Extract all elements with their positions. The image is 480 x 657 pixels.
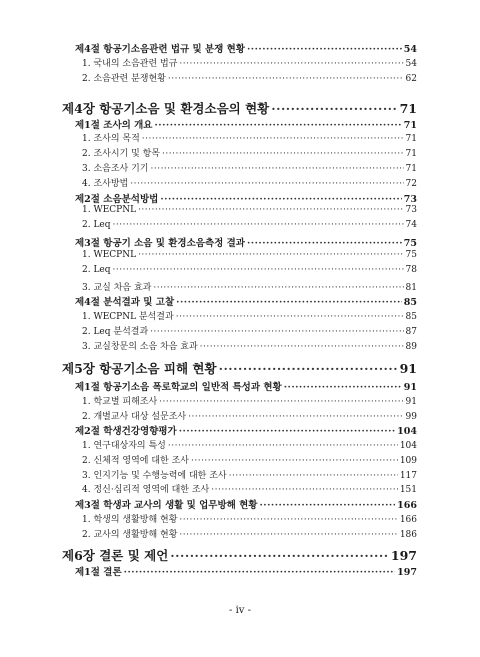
toc-entry-page-number: 71 [405, 149, 417, 159]
toc-entry-page-number: 197 [397, 567, 417, 578]
toc-item-row [82, 438, 417, 451]
toc-entry-page-number: 85 [405, 312, 417, 322]
toc-item-row [82, 309, 417, 322]
toc-entry-label: 1. 학교별 피해조사 [82, 397, 158, 407]
toc-entry-label: 제3절 학생과 교사의 생활 및 업무방해 현황 [75, 500, 258, 511]
dot-leader [188, 412, 403, 422]
toc-entry-label: 2. Leq [82, 265, 111, 275]
toc-entry-label: 1. WECPNL [82, 205, 137, 215]
toc-entry-label: 4. 조사방법 [82, 179, 129, 189]
toc-item-row [82, 409, 417, 422]
toc-item-row [82, 280, 417, 293]
toc-entry-page-number: 75 [405, 250, 417, 260]
toc-section-row [75, 564, 417, 578]
dot-leader [124, 567, 396, 578]
toc-section-row [75, 191, 417, 205]
toc-entry-page-number: 117 [399, 471, 417, 481]
toc-entry-page-number: 166 [399, 515, 417, 525]
toc-entry-label: 2. Leq [82, 220, 111, 230]
toc-entry-label: 제5장 항공기소음 피해 현황 [62, 361, 217, 376]
toc-item-row [82, 56, 417, 69]
toc-entry-page-number: 104 [397, 426, 417, 437]
toc-entry-page-number: 73 [403, 194, 417, 205]
dot-leader [138, 250, 403, 260]
dot-leader [247, 44, 402, 55]
dot-leader [113, 220, 404, 230]
toc-chapter-row [62, 546, 417, 564]
toc-entry-label: 1. WECPNL [82, 250, 137, 260]
dot-leader [138, 205, 403, 215]
dot-leader [179, 530, 397, 540]
toc-entry-page-number: 91 [399, 361, 417, 376]
dot-leader [259, 500, 395, 511]
toc-entry-label: 3. 인지기능 및 수행능력에 대한 조사 [82, 471, 227, 481]
toc-entry-label: 제4절 항공기소음관련 법규 및 분쟁 현황 [75, 44, 245, 55]
dot-leader [150, 327, 403, 337]
toc-entry-page-number: 89 [405, 342, 417, 352]
toc-item-row [82, 453, 417, 466]
toc-item-row [82, 250, 417, 260]
dot-leader [191, 456, 398, 466]
toc-item-row [82, 146, 417, 159]
dot-leader [271, 101, 397, 116]
toc-entry-label: 1. 국내의 소음관련 법규 [82, 59, 178, 69]
toc-item-row [82, 220, 417, 230]
toc-entry-label: 1. 연구대상자의 특성 [82, 441, 166, 451]
toc-section-row [75, 41, 417, 55]
toc-entry-label: 3. 교실 차음 효과 [82, 283, 152, 293]
dot-leader [113, 265, 404, 275]
toc-item-row [82, 265, 417, 275]
dot-leader [200, 342, 404, 352]
dot-leader [154, 120, 401, 131]
toc-entry-label: 제2절 학생건강영향평가 [75, 426, 177, 437]
toc-entry-page-number: 72 [405, 179, 417, 189]
toc-entry-label: 4. 정신·심리적 영역에 대한 조사 [82, 485, 210, 495]
toc-entry-page-number: 62 [405, 74, 417, 84]
toc-entry-page-number: 104 [399, 441, 417, 451]
toc-item-row [82, 71, 417, 84]
toc-entry-page-number: 109 [399, 456, 417, 466]
dot-leader [176, 297, 402, 308]
dot-leader [229, 471, 398, 481]
toc-entry-label: 제2절 소음분석방법 [75, 194, 159, 205]
dot-leader [219, 361, 398, 376]
toc-entry-page-number: 75 [403, 238, 417, 249]
toc-entry-page-number: 74 [405, 220, 417, 230]
dot-leader [170, 548, 389, 563]
toc-section-row [75, 497, 417, 511]
toc-entry-label: 1. 학생의 생활방해 현황 [82, 515, 178, 525]
toc-entry-label: 제4장 항공기소음 및 환경소음의 현황 [62, 101, 270, 116]
toc-item-row [82, 394, 417, 407]
dot-leader [160, 194, 401, 205]
toc-entry-page-number: 197 [390, 548, 417, 563]
dot-leader [179, 515, 397, 525]
toc-entry-page-number: 54 [403, 44, 417, 55]
toc-item-row [82, 468, 417, 481]
toc-entry-label: 2. Leq 분석결과 [82, 327, 149, 337]
dot-leader [142, 134, 404, 144]
toc-entry-page-number: 91 [403, 382, 417, 393]
toc-entry-page-number: 71 [405, 164, 417, 174]
toc-entry-label: 1. WECPNL 분석결과 [82, 312, 174, 322]
toc-entry-label: 제1절 조사의 개요 [75, 120, 153, 131]
dot-leader [162, 149, 404, 159]
toc-item-row [82, 324, 417, 337]
toc-entry-page-number: 99 [405, 412, 417, 422]
toc-entry-page-number: 54 [405, 59, 417, 69]
toc-item-row [82, 512, 417, 525]
toc-entry-label: 3. 소음조사 기기 [82, 164, 149, 174]
toc-entry-label: 2. 신체적 영역에 대한 조사 [82, 456, 189, 466]
dot-leader [150, 164, 403, 174]
toc-item-row [82, 205, 417, 215]
dot-leader [176, 312, 404, 322]
toc-entry-page-number: 87 [405, 327, 417, 337]
toc-entry-page-number: 81 [405, 283, 417, 293]
toc-entry-page-number: 71 [399, 101, 417, 116]
toc-item-row [82, 339, 417, 352]
dot-leader [179, 426, 395, 437]
toc-entry-label: 2. 교사의 생활방해 현황 [82, 530, 178, 540]
toc-item-row [82, 131, 417, 144]
dot-leader [284, 382, 402, 393]
toc-section-row [75, 117, 417, 131]
toc-entry-page-number: 78 [405, 265, 417, 275]
toc-entry-label: 3. 교실창문의 소음 차음 효과 [82, 342, 198, 352]
dot-leader [179, 59, 403, 69]
toc-entry-page-number: 71 [403, 120, 417, 131]
dot-leader [130, 179, 403, 189]
dot-leader [159, 397, 403, 407]
toc-section-row [75, 235, 417, 249]
toc-chapter-row [62, 99, 417, 117]
toc-entry-page-number: 186 [399, 530, 417, 540]
toc-entry-label: 2. 개별교사 대상 설문조사 [82, 412, 187, 422]
toc-entry-label: 제4절 분석결과 및 고찰 [75, 297, 175, 308]
toc-entry-page-number: 151 [399, 485, 417, 495]
toc-entry-label: 제3절 항공기 소음 및 환경소음측정 결과 [75, 238, 245, 249]
toc-entry-label: 2. 소음관련 분쟁현황 [82, 74, 166, 84]
toc-item-row [82, 176, 417, 189]
toc-section-row [75, 379, 417, 393]
page-number: - iv - [229, 605, 251, 616]
toc-entry-page-number: 91 [405, 397, 417, 407]
toc-section-row [75, 423, 417, 437]
dot-leader [153, 283, 403, 293]
toc-item-row [82, 527, 417, 540]
toc-item-row [82, 482, 417, 495]
dot-leader [168, 74, 404, 84]
toc-entry-page-number: 71 [405, 134, 417, 144]
toc-entry-label: 제6장 결론 및 제언 [62, 548, 169, 563]
dot-leader [211, 485, 398, 495]
toc-section-row [75, 294, 417, 308]
dot-leader [168, 441, 398, 451]
toc-chapter-row [62, 359, 417, 377]
toc-entry-page-number: 85 [403, 297, 417, 308]
toc-entry-label: 제1절 항공기소음 폭로학교의 일반적 특성과 현황 [75, 382, 282, 393]
toc-entry-label: 2. 조사시기 및 항목 [82, 149, 161, 159]
dot-leader [247, 238, 402, 249]
toc-entry-page-number: 166 [397, 500, 417, 511]
toc-item-row [82, 161, 417, 174]
toc-entry-label: 1. 조사의 목적 [82, 134, 140, 144]
toc-entry-page-number: 73 [405, 205, 417, 215]
toc-entry-label: 제1절 결론 [75, 567, 122, 578]
